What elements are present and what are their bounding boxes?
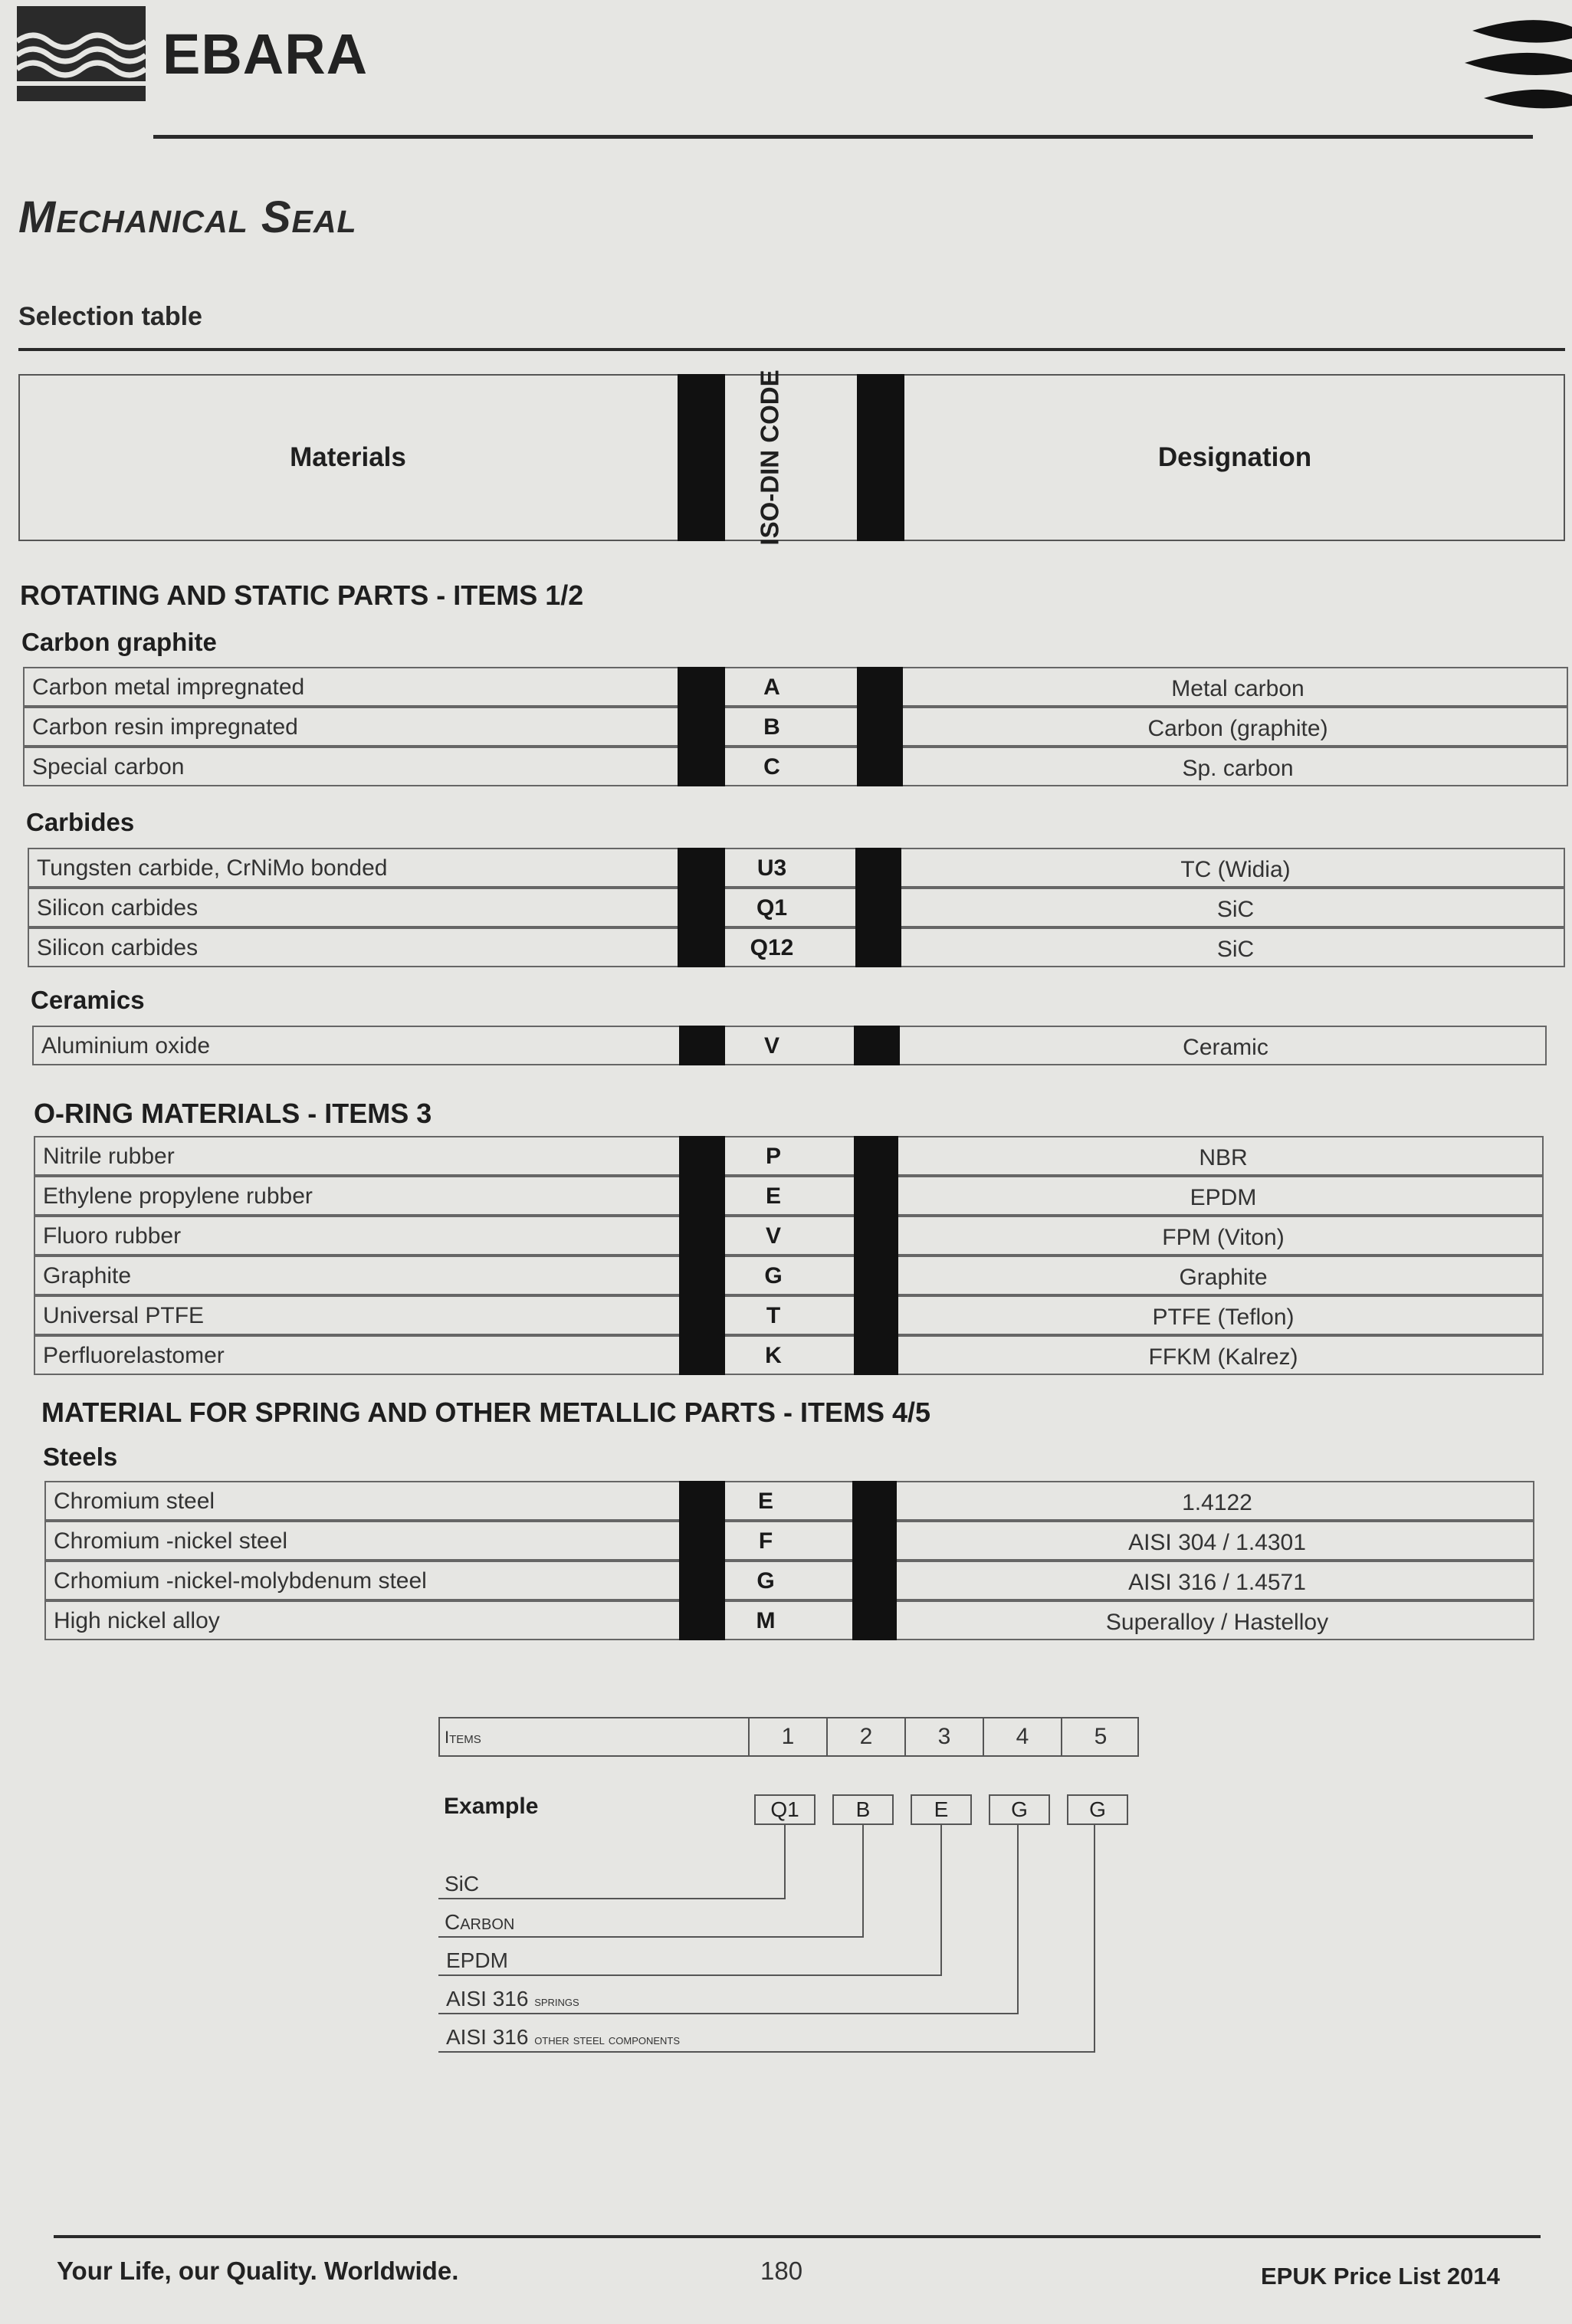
materials-column-header: Materials <box>290 442 406 472</box>
table-row <box>23 667 1568 707</box>
footer-document-title: EPUK Price List 2014 <box>1261 2263 1500 2290</box>
group-title: Ceramics <box>31 986 145 1014</box>
code-divider-bar <box>855 848 901 967</box>
material-cell: Perfluorelastomer <box>43 1343 225 1368</box>
material-cell: Special carbon <box>32 754 185 780</box>
designation-cell: FPM (Viton) <box>1162 1225 1285 1250</box>
material-cell: Chromium -nickel steel <box>54 1528 288 1554</box>
example-legend-item: SiC <box>445 1872 480 1896</box>
designation-cell: AISI 304 / 1.4301 <box>1128 1530 1306 1555</box>
table-row <box>28 927 1565 967</box>
code-cell: U3 <box>756 855 787 881</box>
code-cell: M <box>756 1608 776 1633</box>
designation-cell: TC (Widia) <box>1180 857 1291 882</box>
designation-cell: Carbon (graphite) <box>1147 716 1328 741</box>
material-cell: Nitrile rubber <box>43 1144 175 1169</box>
designation-cell: NBR <box>1199 1145 1248 1170</box>
connector-line <box>1017 1825 1019 2014</box>
material-cell: Aluminium oxide <box>41 1033 211 1059</box>
material-cell: Fluoro rubber <box>43 1223 182 1249</box>
group-title: Carbon graphite <box>21 628 217 656</box>
designation-cell: Superalloy / Hastelloy <box>1105 1610 1329 1635</box>
section-title: ROTATING AND STATIC PARTS - ITEMS 1/2 <box>20 579 584 611</box>
ebara-logo-icon <box>17 6 146 101</box>
items-header-row <box>438 1717 1139 1757</box>
designation-cell: Ceramic <box>1183 1035 1268 1060</box>
example-legend-item: Carbon <box>445 1910 515 1934</box>
code-cell: E <box>757 1489 773 1514</box>
subtitle-rule <box>18 348 1565 351</box>
example-code-box: G <box>1067 1794 1128 1825</box>
material-cell: Crhomium -nickel-molybdenum steel <box>54 1568 427 1594</box>
designation-cell: AISI 316 / 1.4571 <box>1128 1570 1306 1595</box>
item-number: 2 <box>826 1718 904 1755</box>
material-cell: High nickel alloy <box>54 1608 220 1633</box>
material-cell: Chromium steel <box>54 1489 215 1514</box>
code-divider-bar <box>854 1026 900 1065</box>
item-number: 4 <box>983 1718 1061 1755</box>
section-title: O-RING MATERIALS - ITEMS 3 <box>34 1098 432 1129</box>
table-row <box>44 1521 1534 1561</box>
table-row <box>34 1136 1544 1176</box>
code-divider-bar <box>679 1136 725 1375</box>
table-row <box>23 707 1568 747</box>
items-label: Items <box>445 1728 481 1747</box>
code-cell: B <box>763 714 780 740</box>
code-divider-bar <box>678 667 725 786</box>
code-cell: C <box>763 754 780 780</box>
designation-cell: FFKM (Kalrez) <box>1148 1344 1298 1370</box>
connector-line <box>940 1825 942 1975</box>
section-title: MATERIAL FOR SPRING AND OTHER METALLIC PARTS - ITEMS 4/5 <box>41 1397 931 1428</box>
code-cell: Q12 <box>750 935 794 960</box>
designation-column-header: Designation <box>1157 442 1312 472</box>
code-divider-bar <box>857 667 903 786</box>
code-cell: K <box>765 1343 782 1368</box>
connector-line <box>862 1825 864 1937</box>
example-code-box: B <box>832 1794 894 1825</box>
code-cell: V <box>763 1033 779 1059</box>
code-cell: A <box>763 675 780 700</box>
table-row <box>44 1481 1534 1521</box>
code-cell: T <box>766 1303 781 1328</box>
table-row <box>34 1216 1544 1256</box>
material-cell: Carbon resin impregnated <box>32 714 298 740</box>
material-cell: Universal PTFE <box>43 1303 205 1328</box>
table-row <box>44 1600 1534 1640</box>
iso-din-code-column-header: ISO-DIN CODE <box>756 369 784 546</box>
page-number: 180 <box>760 2257 803 2285</box>
table-row <box>28 848 1565 888</box>
material-cell: Silicon carbides <box>37 895 199 921</box>
code-divider-bar <box>679 1481 725 1640</box>
designation-cell: Graphite <box>1179 1265 1268 1290</box>
material-cell: Graphite <box>43 1263 132 1288</box>
designation-cell: Metal carbon <box>1171 676 1305 701</box>
material-cell: Carbon metal impregnated <box>32 675 305 700</box>
material-cell: Silicon carbides <box>37 935 199 960</box>
example-code-box: E <box>911 1794 972 1825</box>
table-row <box>32 1026 1547 1065</box>
material-cell: Tungsten carbide, CrNiMo bonded <box>37 855 388 881</box>
code-divider-bar <box>679 1026 725 1065</box>
page-title: Mechanical Seal <box>18 192 357 242</box>
designation-cell: SiC <box>1216 937 1255 962</box>
connector-line <box>784 1825 786 1899</box>
example-legend-item: EPDM <box>446 1948 508 1972</box>
code-cell: Q1 <box>756 895 788 921</box>
designation-cell: 1.4122 <box>1182 1490 1252 1515</box>
table-row <box>23 747 1568 786</box>
connector-line <box>1094 1825 1095 2052</box>
code-divider-bar <box>852 1481 897 1640</box>
table-row <box>34 1335 1544 1375</box>
footer-slogan: Your Life, our Quality. Worldwide. <box>57 2257 459 2285</box>
group-title: Steels <box>43 1443 118 1471</box>
item-number: 3 <box>904 1718 983 1755</box>
header-rule <box>153 135 1533 139</box>
designation-cell: SiC <box>1216 897 1255 922</box>
table-row <box>28 888 1565 927</box>
selection-table-subtitle: Selection table <box>18 302 202 331</box>
example-code-box: G <box>989 1794 1050 1825</box>
code-cell: P <box>765 1144 781 1169</box>
designation-cell: EPDM <box>1190 1185 1257 1210</box>
table-row <box>44 1561 1534 1600</box>
connector-line <box>438 1974 942 1976</box>
header-divider-bar-right <box>857 374 904 541</box>
table-row <box>34 1295 1544 1335</box>
item-number: 1 <box>748 1718 826 1755</box>
header-divider-bar-left <box>678 374 725 541</box>
code-cell: E <box>765 1183 781 1209</box>
code-divider-bar <box>854 1136 898 1375</box>
brand-name: EBARA <box>162 21 369 86</box>
connector-line <box>438 1936 864 1938</box>
table-row <box>34 1256 1544 1295</box>
connector-line <box>438 1898 786 1899</box>
designation-cell: PTFE (Teflon) <box>1152 1305 1295 1330</box>
code-divider-bar <box>678 848 725 967</box>
example-code-box: Q1 <box>754 1794 816 1825</box>
table-row <box>34 1176 1544 1216</box>
example-label: Example <box>444 1794 539 1819</box>
connector-line <box>438 2051 1095 2053</box>
code-cell: F <box>758 1528 773 1554</box>
example-legend-item: AISI 316 springs <box>446 1987 579 2011</box>
connector-line <box>438 2013 1019 2014</box>
example-legend-item: AISI 316 other steel components <box>446 2025 681 2049</box>
group-title: Carbides <box>26 808 135 836</box>
code-cell: V <box>765 1223 781 1249</box>
ebara-logo <box>17 6 368 101</box>
footer-rule <box>54 2235 1541 2238</box>
designation-cell: Sp. carbon <box>1182 756 1294 781</box>
decorative-corner-shape <box>1442 15 1572 115</box>
material-cell: Ethylene propylene rubber <box>43 1183 313 1209</box>
code-cell: G <box>756 1568 775 1594</box>
code-cell: G <box>764 1263 783 1288</box>
item-number: 5 <box>1061 1718 1139 1755</box>
